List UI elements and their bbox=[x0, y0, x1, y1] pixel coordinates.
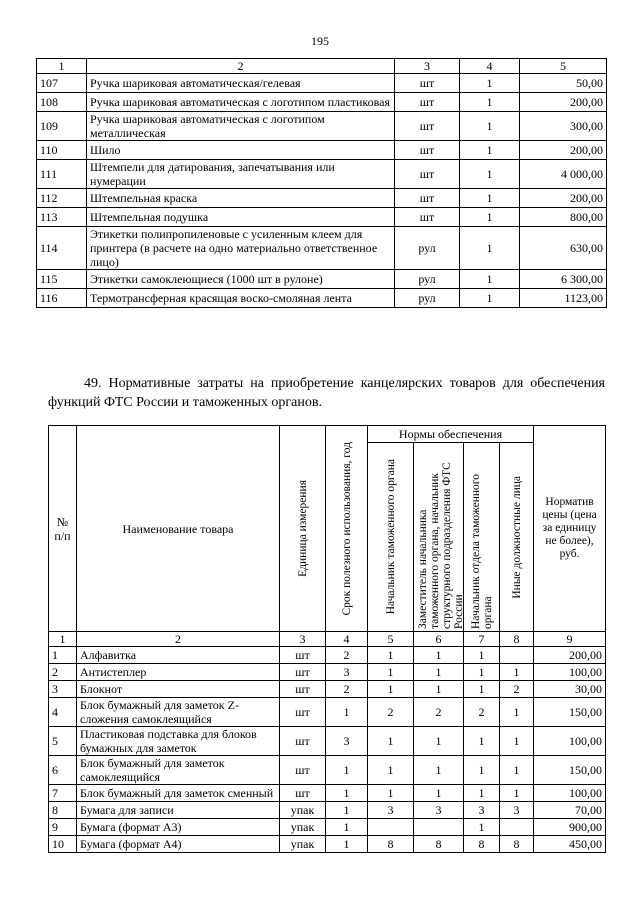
norm-deputy-cell: 1 bbox=[414, 785, 464, 802]
header-name: Наименование товара bbox=[77, 426, 280, 632]
unit-cell: шт bbox=[280, 756, 326, 785]
norm-dept-chief-cell: 1 bbox=[464, 681, 500, 698]
quantity-cell: 1 bbox=[460, 289, 520, 308]
quantity-cell: 1 bbox=[460, 208, 520, 227]
norm-chief-cell: 8 bbox=[368, 836, 414, 853]
column-number-cell: 8 bbox=[500, 632, 534, 647]
column-number-cell: 6 bbox=[414, 632, 464, 647]
header-dept-chief-text: Начальник отдела таможенного органа bbox=[469, 474, 494, 629]
row-number-cell: 4 bbox=[49, 698, 77, 727]
column-number-cell: 2 bbox=[77, 632, 280, 647]
norm-others-cell: 2 bbox=[500, 681, 534, 698]
price-cell: 200,00 bbox=[534, 647, 606, 664]
price-cell: 200,00 bbox=[520, 189, 607, 208]
table-header-row bbox=[49, 426, 606, 443]
norm-chief-cell: 1 bbox=[368, 647, 414, 664]
quantity-cell: 1 bbox=[460, 160, 520, 189]
price-cell: 30,00 bbox=[534, 681, 606, 698]
service-life-cell: 1 bbox=[326, 698, 368, 727]
norm-others-cell: 1 bbox=[500, 727, 534, 756]
item-name-cell: Антистеплер bbox=[77, 664, 280, 681]
row-number-cell: 113 bbox=[37, 208, 87, 227]
unit-cell: упак bbox=[280, 836, 326, 853]
header-chief bbox=[368, 443, 414, 632]
norm-dept-chief-cell: 2 bbox=[464, 698, 500, 727]
row-number-cell: 112 bbox=[37, 189, 87, 208]
item-name-cell: Ручка шариковая автоматическая с логотипом металлическая bbox=[87, 112, 395, 141]
price-cell: 4 000,00 bbox=[520, 160, 607, 189]
table-row bbox=[37, 189, 607, 208]
service-life-cell: 1 bbox=[326, 785, 368, 802]
header-dept-chief bbox=[464, 443, 500, 632]
column-number-cell: 3 bbox=[280, 632, 326, 647]
item-name-cell: Блокнот bbox=[77, 681, 280, 698]
table-row bbox=[49, 698, 606, 727]
row-number-cell: 6 bbox=[49, 756, 77, 785]
column-numbers-row bbox=[49, 632, 606, 647]
quantity-cell: 1 bbox=[460, 227, 520, 270]
norm-deputy-cell: 1 bbox=[414, 756, 464, 785]
item-name-cell: Алфавитка bbox=[77, 647, 280, 664]
unit-cell: шт bbox=[395, 189, 460, 208]
table-row bbox=[37, 160, 607, 189]
item-name-cell: Этикетки самоклеющиеся (1000 шт в рулоне) bbox=[87, 270, 395, 289]
table-row bbox=[49, 802, 606, 819]
norm-deputy-cell: 1 bbox=[414, 664, 464, 681]
row-number-cell: 3 bbox=[49, 681, 77, 698]
header-others-text: Иные должностные лица bbox=[510, 475, 523, 599]
row-number-cell: 9 bbox=[49, 819, 77, 836]
row-number-cell: 115 bbox=[37, 270, 87, 289]
price-cell: 70,00 bbox=[534, 802, 606, 819]
item-name-cell: Бумага для записи bbox=[77, 802, 280, 819]
norm-chief-cell: 1 bbox=[368, 664, 414, 681]
column-number-cell: 5 bbox=[520, 59, 607, 74]
norm-others-cell: 3 bbox=[500, 802, 534, 819]
norm-dept-chief-cell: 1 bbox=[464, 664, 500, 681]
item-name-cell: Блок бумажный для заметок Z-сложения самоклеящийся bbox=[77, 698, 280, 727]
header-life bbox=[326, 426, 368, 632]
table-row bbox=[49, 727, 606, 756]
section-49-paragraph: 49. Нормативные затраты на приобретение канцелярских товаров для обеспечения функций ФТС России и таможенных органов. bbox=[48, 376, 605, 410]
item-name-cell: Ручка шариковая автоматическая/гелевая bbox=[87, 74, 395, 93]
norm-dept-chief-cell: 1 bbox=[464, 819, 500, 836]
unit-cell: шт bbox=[280, 647, 326, 664]
price-cell: 150,00 bbox=[534, 756, 606, 785]
norm-deputy-cell bbox=[414, 819, 464, 836]
unit-cell: рул bbox=[395, 289, 460, 308]
item-name-cell: Этикетки полипропиленовые с усиленным клеем для принтера (в расчете на одно материально ответственное лицо) bbox=[87, 227, 395, 270]
table-row bbox=[37, 93, 607, 112]
row-number-cell: 110 bbox=[37, 141, 87, 160]
table-row bbox=[37, 74, 607, 93]
item-name-cell: Ручка шариковая автоматическая с логотипом пластиковая bbox=[87, 93, 395, 112]
row-number-cell: 108 bbox=[37, 93, 87, 112]
price-cell: 200,00 bbox=[520, 93, 607, 112]
service-life-cell: 1 bbox=[326, 802, 368, 819]
norm-others-cell: 1 bbox=[500, 664, 534, 681]
service-life-cell: 3 bbox=[326, 727, 368, 756]
norm-others-cell: 1 bbox=[500, 756, 534, 785]
column-number-cell: 2 bbox=[87, 59, 395, 74]
price-cell: 630,00 bbox=[520, 227, 607, 270]
column-number-cell: 5 bbox=[368, 632, 414, 647]
norm-deputy-cell: 1 bbox=[414, 647, 464, 664]
unit-cell: шт bbox=[280, 664, 326, 681]
row-number-cell: 116 bbox=[37, 289, 87, 308]
header-others bbox=[500, 443, 534, 632]
header-norms: Нормы обеспечения bbox=[368, 426, 534, 443]
service-life-cell: 3 bbox=[326, 664, 368, 681]
unit-cell: шт bbox=[395, 74, 460, 93]
table-row bbox=[37, 227, 607, 270]
quantity-cell: 1 bbox=[460, 112, 520, 141]
norm-deputy-cell: 1 bbox=[414, 681, 464, 698]
table-row bbox=[37, 289, 607, 308]
table-row bbox=[49, 664, 606, 681]
price-cell: 1123,00 bbox=[520, 289, 607, 308]
price-cell: 800,00 bbox=[520, 208, 607, 227]
unit-cell: шт bbox=[280, 785, 326, 802]
row-number-cell: 107 bbox=[37, 74, 87, 93]
header-deputy-text: Заместитель начальника таможенного органа, начальник структурного подразделения ФТС России bbox=[417, 462, 465, 629]
header-life-text: Срок полезного использования, год bbox=[340, 441, 353, 616]
row-number-cell: 114 bbox=[37, 227, 87, 270]
norm-dept-chief-cell: 1 bbox=[464, 727, 500, 756]
row-number-cell: 7 bbox=[49, 785, 77, 802]
unit-cell: шт bbox=[395, 208, 460, 227]
norm-chief-cell: 3 bbox=[368, 802, 414, 819]
price-cell: 200,00 bbox=[520, 141, 607, 160]
quantity-cell: 1 bbox=[460, 93, 520, 112]
stationery-norms-table bbox=[48, 425, 606, 853]
norm-others-cell: 1 bbox=[500, 698, 534, 727]
quantity-cell: 1 bbox=[460, 270, 520, 289]
service-life-cell: 1 bbox=[326, 756, 368, 785]
unit-cell: рул bbox=[395, 227, 460, 270]
norm-deputy-cell: 2 bbox=[414, 698, 464, 727]
norm-dept-chief-cell: 1 bbox=[464, 756, 500, 785]
column-number-cell: 4 bbox=[460, 59, 520, 74]
norm-chief-cell: 1 bbox=[368, 681, 414, 698]
supplies-table-continued bbox=[36, 58, 607, 308]
column-number-cell: 1 bbox=[49, 632, 77, 647]
header-deputy bbox=[414, 443, 464, 632]
quantity-cell: 1 bbox=[460, 74, 520, 93]
row-number-cell: 111 bbox=[37, 160, 87, 189]
norm-dept-chief-cell: 1 bbox=[464, 785, 500, 802]
norm-chief-cell: 1 bbox=[368, 727, 414, 756]
unit-cell: шт bbox=[395, 160, 460, 189]
item-name-cell: Штемпели для датирования, запечатывания или нумерации bbox=[87, 160, 395, 189]
row-number-cell: 2 bbox=[49, 664, 77, 681]
header-num: № п/п bbox=[49, 426, 77, 632]
unit-cell: шт bbox=[280, 698, 326, 727]
price-cell: 100,00 bbox=[534, 727, 606, 756]
table-row bbox=[49, 819, 606, 836]
row-number-cell: 1 bbox=[49, 647, 77, 664]
price-cell: 900,00 bbox=[534, 819, 606, 836]
item-name-cell: Блок бумажный для заметок сменный bbox=[77, 785, 280, 802]
table-row bbox=[37, 208, 607, 227]
price-cell: 6 300,00 bbox=[520, 270, 607, 289]
page-number: 195 bbox=[311, 34, 329, 48]
norm-deputy-cell: 8 bbox=[414, 836, 464, 853]
norm-deputy-cell: 1 bbox=[414, 727, 464, 756]
service-life-cell: 2 bbox=[326, 647, 368, 664]
norm-chief-cell bbox=[368, 819, 414, 836]
item-name-cell: Пластиковая подставка для блоков бумажных для заметок bbox=[77, 727, 280, 756]
price-cell: 150,00 bbox=[534, 698, 606, 727]
norm-others-cell bbox=[500, 819, 534, 836]
unit-cell: шт bbox=[280, 681, 326, 698]
column-number-cell: 1 bbox=[37, 59, 87, 74]
column-number-cell: 9 bbox=[534, 632, 606, 647]
item-name-cell: Шило bbox=[87, 141, 395, 160]
row-number-cell: 8 bbox=[49, 802, 77, 819]
column-number-cell: 7 bbox=[464, 632, 500, 647]
row-number-cell: 109 bbox=[37, 112, 87, 141]
price-cell: 300,00 bbox=[520, 112, 607, 141]
norm-dept-chief-cell: 8 bbox=[464, 836, 500, 853]
unit-cell: упак bbox=[280, 802, 326, 819]
unit-cell: шт bbox=[395, 141, 460, 160]
unit-cell: рул bbox=[395, 270, 460, 289]
column-number-cell: 3 bbox=[395, 59, 460, 74]
item-name-cell: Штемпельная краска bbox=[87, 189, 395, 208]
table-row bbox=[49, 647, 606, 664]
header-unit-text: Единица измерения bbox=[296, 480, 309, 577]
price-cell: 100,00 bbox=[534, 664, 606, 681]
unit-cell: шт bbox=[395, 112, 460, 141]
table-row bbox=[37, 112, 607, 141]
item-name-cell: Термотрансферная красящая воско-смоляная лента bbox=[87, 289, 395, 308]
norm-chief-cell: 1 bbox=[368, 756, 414, 785]
norm-chief-cell: 2 bbox=[368, 698, 414, 727]
column-number-cell: 4 bbox=[326, 632, 368, 647]
norm-others-cell bbox=[500, 647, 534, 664]
norm-dept-chief-cell: 1 bbox=[464, 647, 500, 664]
table-row bbox=[49, 681, 606, 698]
header-unit bbox=[280, 426, 326, 632]
table-row bbox=[49, 756, 606, 785]
norm-deputy-cell: 3 bbox=[414, 802, 464, 819]
table-row bbox=[49, 785, 606, 802]
norm-others-cell: 8 bbox=[500, 836, 534, 853]
unit-cell: шт bbox=[395, 93, 460, 112]
unit-cell: шт bbox=[280, 727, 326, 756]
quantity-cell: 1 bbox=[460, 189, 520, 208]
row-number-cell: 10 bbox=[49, 836, 77, 853]
item-name-cell: Штемпельная подушка bbox=[87, 208, 395, 227]
norm-chief-cell: 1 bbox=[368, 785, 414, 802]
norm-others-cell: 1 bbox=[500, 785, 534, 802]
price-cell: 100,00 bbox=[534, 785, 606, 802]
table-row bbox=[49, 836, 606, 853]
header-price: Норматив цены (цена за единицу не более), руб. bbox=[534, 426, 606, 632]
header-chief-text: Начальник таможенного органа bbox=[384, 459, 397, 615]
table-row bbox=[37, 270, 607, 289]
unit-cell: упак bbox=[280, 819, 326, 836]
item-name-cell: Бумага (формат А3) bbox=[77, 819, 280, 836]
service-life-cell: 1 bbox=[326, 836, 368, 853]
price-cell: 450,00 bbox=[534, 836, 606, 853]
table-row bbox=[37, 141, 607, 160]
item-name-cell: Бумага (формат А4) bbox=[77, 836, 280, 853]
norm-dept-chief-cell: 3 bbox=[464, 802, 500, 819]
quantity-cell: 1 bbox=[460, 141, 520, 160]
item-name-cell: Блок бумажный для заметок самоклеящийся bbox=[77, 756, 280, 785]
table-header-row bbox=[37, 59, 607, 74]
service-life-cell: 2 bbox=[326, 681, 368, 698]
service-life-cell: 1 bbox=[326, 819, 368, 836]
price-cell: 50,00 bbox=[520, 74, 607, 93]
row-number-cell: 5 bbox=[49, 727, 77, 756]
